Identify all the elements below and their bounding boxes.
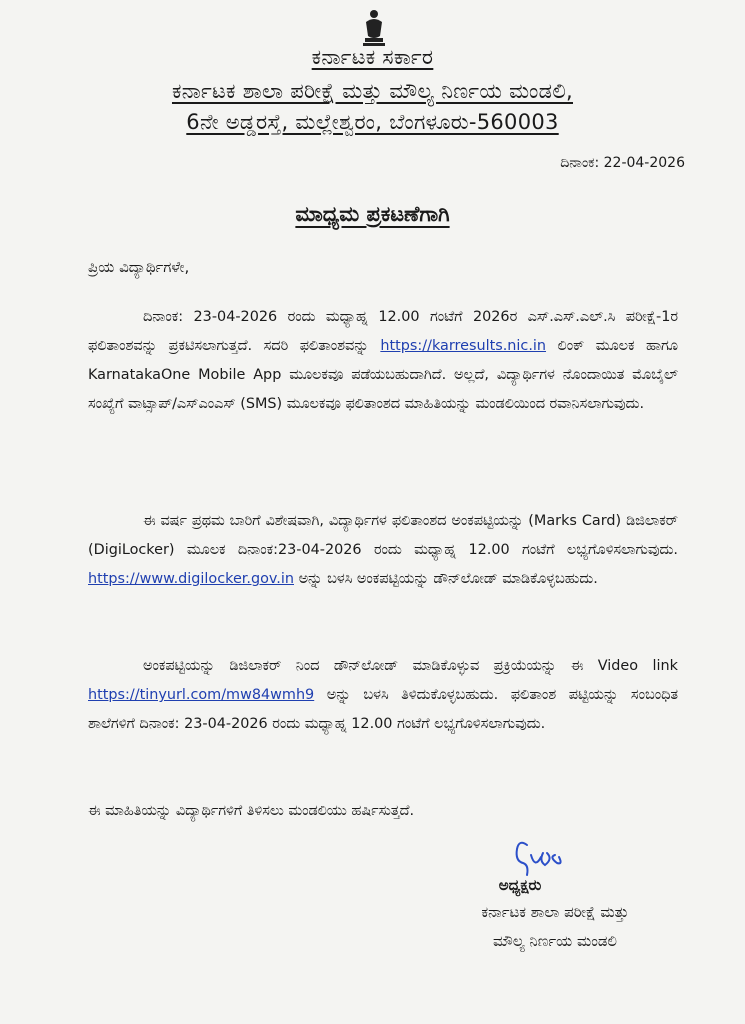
paragraph-results-announcement: ದಿನಾಂಕ: 23-04-2026 ರಂದು ಮಧ್ಯಾಹ್ನ 12.00 ಗಂಟೆಗೆ 2026ರ ಎಸ್.ಎಸ್.ಎಲ್.ಸಿ ಪರೀಕ್ಷೆ-1ರ ಫಲಿತಾಂಶವನ್ನು ಪ್ರಕಟಿಸಲಾಗುತ್ತದೆ. ಸದರಿ ಫಲಿತಾಂಶವನ್ನು https://karresults.nic.in ಲಿಂಕ್ ಮೂಲಕ ಹಾಗೂ KarnatakaOne Mobile App ಮೂಲಕವೂ ಪಡೆಯಬಹುದಾಗಿದೆ. ಅಲ್ಲದೆ, ವಿದ್ಯಾರ್ಥಿಗಳ ನೊಂದಾಯಿತ ಮೊಬೈಲ್ ಸಂಖ್ಯೆಗೆ ವಾಟ್ಸಾಪ್/ಎಸ್‌ಎಂಎಸ್ (SMS) ಮೂಲಕವೂ ಫಲಿತಾಂಶದ ಮಾಹಿತಿಯನ್ನು ಮಂಡಲಿಯಿಂದ ರವಾನಿಸಲಾಗುವುದು. xyxy=(88,309,678,412)
signatory-org-line1: ಕರ್ನಾಟಕ ಶಾಲಾ ಪರೀಕ್ಷೆ ಮತ್ತು xyxy=(481,903,629,921)
salutation: ಪ್ರಿಯ ವಿದ್ಯಾರ್ಥಿಗಳೇ, xyxy=(88,258,190,276)
video-link[interactable]: https://tinyurl.com/mw84wmh9 xyxy=(88,687,315,703)
board-address: 6ನೇ ಅಡ್ಡರಸ್ತೆ, ಮಲ್ಲೇಶ್ವರಂ, ಬೆಂಗಳೂರು-560003 xyxy=(186,110,559,134)
issue-date: ದಿನಾಂಕ: 22-04-2026 xyxy=(560,155,685,171)
signatory-org-line2: ಮೌಲ್ಯ ನಿರ್ಣಯ ಮಂಡಲಿ xyxy=(492,932,617,950)
paragraph-closing: ಈ ಮಾಹಿತಿಯನ್ನು ವಿದ್ಯಾರ್ಥಿಗಳಿಗೆ ತಿಳಿಸಲು ಮಂಡಲಿಯು ಹರ್ಷಿಸುತ್ತದೆ. xyxy=(88,803,415,819)
handwritten-signature xyxy=(505,835,585,880)
paragraph-digilocker: ಈ ವರ್ಷ ಪ್ರಥಮ ಬಾರಿಗೆ ವಿಶೇಷವಾಗಿ, ವಿದ್ಯಾರ್ಥಿಗಳ ಫಲಿತಾಂಶದ ಅಂಕಪಟ್ಟಿಯನ್ನು (Marks Card) ಡಿಜಿಲಾಕರ್ (DigiLocker) ಮೂಲಕ ದಿನಾಂಕ:23-04-2026 ರಂದು ಮಧ್ಯಾಹ್ನ 12.00 ಗಂಟೆಗೆ ಲಭ್ಯಗೊಳಿಸಲಾಗುವುದು. https://www.digilocker.gov.in ಅನ್ನು ಬಳಸಿ ಅಂಕಪಟ್ಟಿಯನ್ನು ಡೌನ್‌ಲೋಡ್ ಮಾಡಿಕೊಳ್ಳಬಹುದು. xyxy=(88,513,678,587)
state-emblem-icon xyxy=(360,8,388,48)
government-name: ಕರ್ನಾಟಕ ಸರ್ಕಾರ xyxy=(311,45,434,69)
board-name: ಕರ್ನಾಟಕ ಶಾಲಾ ಪರೀಕ್ಷೆ ಮತ್ತು ಮೌಲ್ಯ ನಿರ್ಣಯ ಮಂಡಲಿ, xyxy=(171,79,573,103)
karresults-link[interactable]: https://karresults.nic.in xyxy=(380,338,547,354)
document-title: ಮಾಧ್ಯಮ ಪ್ರಕಟಣೆಗಾಗಿ xyxy=(295,202,450,226)
signatory-designation: ಅಧ್ಯಕ್ಷರು xyxy=(498,876,542,894)
paragraph-video-link: ಅಂಕಪಟ್ಟಿಯನ್ನು ಡಿಜಿಲಾಕರ್ ನಿಂದ ಡೌನ್‌ಲೋಡ್ ಮಾಡಿಕೊಳ್ಳುವ ಪ್ರಕ್ರಿಯೆಯನ್ನು ಈ Video link https://tinyurl.com/mw84wmh9 ಅನ್ನು ಬಳಸಿ ತಿಳಿದುಕೊಳ್ಳಬಹುದು. ಫಲಿತಾಂಶ ಪಟ್ಟಿಯನ್ನು ಸಂಬಂಧಿತ ಶಾಲೆಗಳಿಗೆ ದಿನಾಂಕ: 23-04-2026 ರಂದು ಮಧ್ಯಾಹ್ನ 12.00 ಗಂಟೆಗೆ ಲಭ್ಯಗೊಳಿಸಲಾಗುವುದು. xyxy=(88,658,678,732)
digilocker-link[interactable]: https://www.digilocker.gov.in xyxy=(88,571,294,587)
